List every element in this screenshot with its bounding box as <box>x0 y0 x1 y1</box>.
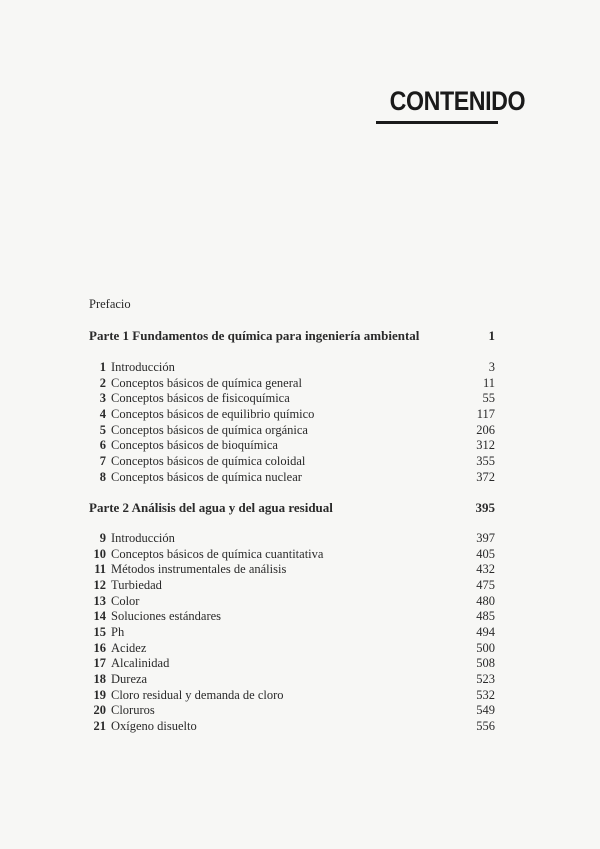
chapter-number: 20 <box>93 703 106 718</box>
chapter-title: Conceptos básicos de química general <box>111 375 302 390</box>
chapter-page: 549 <box>476 703 495 718</box>
chapter-title: Ph <box>111 625 125 640</box>
chapter-number: 6 <box>99 438 106 453</box>
toc-entry <box>89 640 495 656</box>
chapter-page: 508 <box>476 656 495 671</box>
toc-entry <box>89 718 495 734</box>
chapter-number: 19 <box>93 687 106 702</box>
chapter-title: Cloro residual y demanda de cloro <box>111 687 284 702</box>
chapter-title: Conceptos básicos de fisicoquímica <box>111 391 290 406</box>
toc-entry <box>89 546 495 562</box>
chapter-page: 372 <box>476 469 495 484</box>
toc-entry <box>89 577 495 593</box>
toc-entry <box>89 437 495 453</box>
toc-entry <box>89 671 495 687</box>
part-title: Parte 2 Análisis del agua y del agua residual <box>89 500 333 515</box>
toc-preface: Prefacio <box>89 297 131 311</box>
toc-entry <box>89 561 495 577</box>
toc-entry <box>89 453 495 469</box>
chapter-number: 8 <box>99 469 106 484</box>
chapter-page: 432 <box>476 562 495 577</box>
toc-entry <box>89 375 495 391</box>
chapter-number: 11 <box>94 562 106 577</box>
part-title: Parte 1 Fundamentos de química para ingeniería ambiental <box>89 328 420 343</box>
chapter-page: 405 <box>476 546 495 561</box>
chapter-page: 117 <box>476 407 495 421</box>
chapter-title: Introducción <box>111 531 175 545</box>
chapter-page: 532 <box>476 687 495 702</box>
toc-entry <box>89 593 495 609</box>
chapter-number: 12 <box>93 578 106 592</box>
toc-entry <box>89 530 495 546</box>
chapter-page: 3 <box>488 360 495 374</box>
chapter-page: 355 <box>476 454 495 469</box>
chapter-page: 556 <box>476 719 495 734</box>
chapter-title: Conceptos básicos de equilibrio químico <box>111 407 315 421</box>
chapter-number: 9 <box>99 531 106 545</box>
chapter-page: 494 <box>476 625 495 640</box>
part-page: 395 <box>475 500 495 515</box>
chapter-title: Conceptos básicos de química nuclear <box>111 469 302 484</box>
chapter-title: Color <box>111 593 140 608</box>
part-heading <box>89 500 495 516</box>
chapter-number: 16 <box>93 640 106 655</box>
chapter-page: 397 <box>476 531 495 545</box>
chapter-page: 206 <box>476 422 495 437</box>
chapter-number: 1 <box>99 360 106 374</box>
chapter-title: Cloruros <box>111 703 155 718</box>
part-heading <box>89 328 495 344</box>
toc-entry <box>89 359 495 375</box>
chapter-number: 7 <box>99 454 106 469</box>
chapter-number: 14 <box>93 609 106 624</box>
chapter-number: 2 <box>99 375 106 390</box>
part-page: 1 <box>488 328 495 343</box>
chapter-title: Soluciones estándares <box>111 609 222 624</box>
toc-entry <box>89 624 495 640</box>
chapter-number: 10 <box>93 546 106 561</box>
chapter-title: Conceptos básicos de química coloidal <box>111 454 306 469</box>
toc-entry <box>89 390 495 406</box>
chapter-number: 15 <box>93 625 106 640</box>
chapter-title: Acidez <box>111 640 147 655</box>
chapter-title: Métodos instrumentales de análisis <box>111 562 287 577</box>
toc-entry <box>89 469 495 485</box>
chapter-page: 485 <box>476 609 495 624</box>
chapter-page: 55 <box>482 391 495 406</box>
chapter-number: 5 <box>99 422 106 437</box>
chapter-title: Conceptos básicos de bioquímica <box>111 438 278 453</box>
toc-entry <box>89 702 495 718</box>
chapter-title: Introducción <box>111 360 175 374</box>
chapter-page: 500 <box>476 640 495 655</box>
chapter-title: Conceptos básicos de química cuantitativa <box>111 546 324 561</box>
toc-entry <box>89 406 495 422</box>
chapter-page: 312 <box>476 438 495 453</box>
chapter-page: 480 <box>476 593 495 608</box>
chapter-number: 13 <box>93 593 106 608</box>
chapter-title: Alcalinidad <box>111 656 170 671</box>
chapter-number: 4 <box>99 407 106 421</box>
page-title: CONTENIDO <box>389 86 526 116</box>
toc-entry <box>89 608 495 624</box>
chapter-title: Dureza <box>111 672 148 687</box>
chapter-page: 11 <box>482 375 495 390</box>
chapter-number: 18 <box>93 672 106 687</box>
toc-entry <box>89 655 495 671</box>
chapter-number: 3 <box>99 391 106 406</box>
chapter-number: 17 <box>93 656 106 671</box>
chapter-page: 475 <box>476 578 495 592</box>
title-underline <box>376 121 498 124</box>
toc-entry <box>89 687 495 703</box>
chapter-number: 21 <box>93 719 106 734</box>
toc-entry <box>89 422 495 438</box>
chapter-page: 523 <box>476 672 495 687</box>
chapter-title: Conceptos básicos de química orgánica <box>111 422 308 437</box>
chapter-title: Oxígeno disuelto <box>111 719 197 734</box>
chapter-title: Turbiedad <box>111 578 162 592</box>
